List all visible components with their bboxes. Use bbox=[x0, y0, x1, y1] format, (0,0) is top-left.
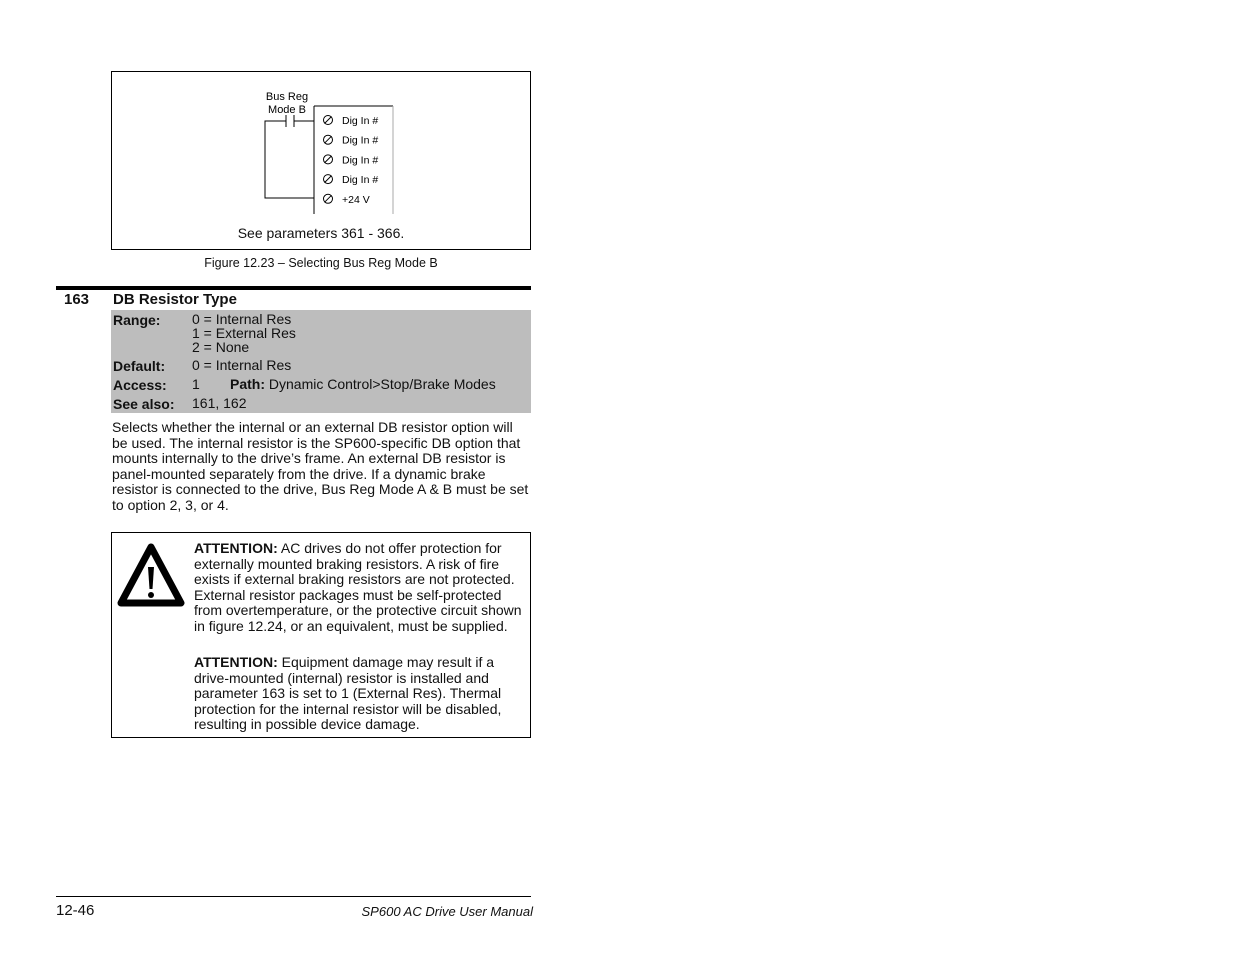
terminal-row bbox=[324, 135, 379, 147]
access-label: Access: bbox=[113, 377, 167, 393]
terminal-row bbox=[324, 115, 379, 127]
terminal-row bbox=[324, 174, 379, 186]
attention-label: ATTENTION: bbox=[194, 654, 278, 670]
see-also-value: 161, 162 bbox=[192, 395, 247, 411]
default-value: 0 = Internal Res bbox=[192, 357, 292, 373]
default-label: Default: bbox=[113, 358, 166, 374]
figure-caption: Figure 12.23 – Selecting Bus Reg Mode B bbox=[204, 256, 438, 270]
figure-note: See parameters 361 - 366. bbox=[237, 225, 405, 241]
attention-paragraph-1 bbox=[194, 541, 524, 635]
path-value: Dynamic Control>Stop/Brake Modes bbox=[268, 376, 496, 392]
range-values bbox=[192, 312, 296, 354]
terminal-list bbox=[324, 115, 379, 206]
path-info bbox=[230, 377, 496, 391]
page-number: 12-46 bbox=[56, 902, 95, 919]
terminal-row bbox=[324, 194, 370, 206]
terminal-screw-slot bbox=[325, 117, 332, 124]
switch-label-line1: Bus Reg bbox=[265, 91, 309, 103]
manual-title: SP600 AC Drive User Manual bbox=[361, 904, 533, 919]
parameter-rule bbox=[56, 286, 531, 290]
parameter-description: Selects whether the internal or an external DB resistor option will be used. The internal resistor is the SP600-specific DB option that mounts internally to the drive’s frame. An external DB resistor is panel-mounted separately from the drive. If a dynamic brake resistor is connected to the drive, Bus Reg Mode A & B must be set to option 2, 3, or 4. bbox=[112, 419, 529, 513]
attention-label: ATTENTION: bbox=[194, 540, 278, 556]
path-label: Path: bbox=[230, 376, 265, 392]
see-also-label: See also: bbox=[113, 396, 175, 412]
range-value: 2 = None bbox=[192, 339, 250, 355]
terminal-label: Dig In # bbox=[342, 154, 379, 167]
range-value: 1 = External Res bbox=[192, 325, 296, 341]
terminal-screw-slot bbox=[325, 156, 332, 163]
terminal-label: Dig In # bbox=[342, 115, 379, 127]
attention-paragraph-2 bbox=[194, 655, 524, 733]
footer-rule bbox=[56, 896, 531, 897]
access-value: 1 bbox=[192, 376, 200, 392]
contact-switch bbox=[265, 115, 314, 198]
switch-label-line2: Mode B bbox=[268, 104, 306, 116]
terminal-label: +24 V bbox=[342, 193, 370, 206]
terminal-row bbox=[324, 154, 379, 166]
wiring-diagram bbox=[112, 72, 530, 249]
terminal-screw-slot bbox=[325, 176, 332, 183]
parameter-name: DB Resistor Type bbox=[113, 291, 237, 308]
terminal-label: Dig In # bbox=[342, 134, 379, 147]
range-label: Range: bbox=[113, 312, 161, 328]
parameter-info-table bbox=[111, 310, 531, 413]
attention-box bbox=[111, 532, 531, 738]
wiring-figure bbox=[111, 71, 531, 250]
warning-triangle-icon bbox=[117, 543, 185, 609]
parameter-number: 163 bbox=[64, 291, 90, 308]
attention-text: Equipment damage may result if a drive-mounted (internal) resistor is installed and parameter 163 is set to 1 (External Res). Thermal protection for the internal resistor will be disabled, resulting in possible device damage. bbox=[194, 654, 502, 733]
terminal-screw-slot bbox=[325, 195, 332, 202]
range-value: 0 = Internal Res bbox=[192, 311, 292, 327]
attention-text: AC drives do not offer protection for externally mounted braking resistors. A risk of fire exists if external braking resistors are not protected. External resistor packages must be self-protected from overtemperature, or the protective circuit shown in figure 12.24, or an equivalent, must be supplied. bbox=[194, 540, 522, 634]
terminal-label: Dig In # bbox=[342, 174, 379, 187]
terminal-screw-slot bbox=[325, 136, 332, 143]
